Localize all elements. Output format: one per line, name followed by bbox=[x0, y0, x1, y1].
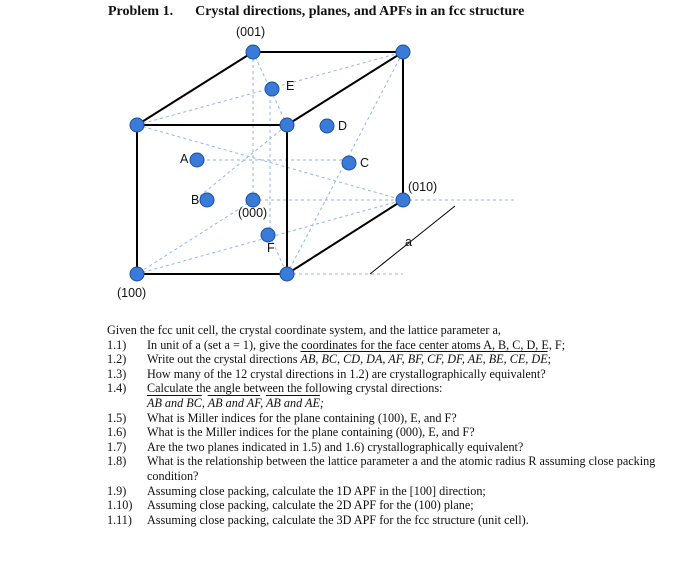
label-B: B bbox=[191, 193, 200, 207]
question-1-10 bbox=[107, 498, 697, 513]
question-body: Assuming close packing, calculate the 1D APF in the [100] direction; bbox=[147, 483, 486, 498]
direction-pair-1: AB and BC bbox=[147, 395, 202, 410]
question-body bbox=[147, 381, 697, 410]
corner-atom bbox=[280, 118, 294, 132]
question-1-6 bbox=[107, 425, 697, 440]
label-A: A bbox=[180, 152, 189, 166]
question-body: What is the Miller indices for the plane containing (000), E, and F? bbox=[147, 425, 475, 440]
question-prefix: Write out the crystal directions bbox=[147, 352, 298, 367]
corner-atom bbox=[130, 118, 144, 132]
label-a: a bbox=[405, 235, 412, 249]
question-1-1 bbox=[107, 338, 697, 353]
question-1-9 bbox=[107, 484, 697, 499]
problem-title: Crystal directions, planes, and APFs in an fcc structure bbox=[195, 4, 525, 19]
problem-number: Problem 1. bbox=[108, 4, 174, 19]
label-100: (100) bbox=[117, 286, 147, 300]
edge-top-right bbox=[287, 52, 403, 125]
question-number: 1.9) bbox=[107, 483, 127, 498]
hidden-edge-origin-100 bbox=[137, 200, 253, 274]
question-body: Assuming close packing, calculate the 2D APF for the (100) plane; bbox=[147, 498, 474, 513]
face-atom-A bbox=[190, 153, 204, 167]
question-number: 1.7) bbox=[107, 439, 127, 454]
question-body: Are the two planes indicated in 1.5) and 1.6) crystallographically equivalent? bbox=[147, 439, 524, 454]
question-body: What is the relationship between the lattice parameter a and the atomic radius R assuming close packing condition? bbox=[147, 454, 656, 483]
question-1-2 bbox=[107, 352, 697, 367]
question-1-7 bbox=[107, 440, 697, 455]
question-number: 1.8) bbox=[107, 454, 127, 469]
direction-pairs: AB and BC, AB and AF, AB and AE; bbox=[147, 395, 324, 410]
face-atom-C bbox=[342, 156, 356, 170]
question-body: What is Miller indices for the plane containing (100), E, and F? bbox=[147, 410, 457, 425]
question-suffix: ; bbox=[547, 352, 552, 367]
direction-pair-3: AB and AE bbox=[265, 395, 320, 410]
face-atom-E bbox=[265, 82, 279, 96]
question-number: 1.6) bbox=[107, 425, 127, 440]
direction-pair-2: AB and AF bbox=[207, 395, 261, 410]
label-000: (000) bbox=[238, 206, 268, 220]
origin-atom bbox=[246, 193, 260, 207]
intro-text: Given the fcc unit cell, the crystal coordinate system, and the lattice parameter a, bbox=[107, 323, 501, 337]
corner-atom bbox=[280, 267, 294, 281]
question-1-8 bbox=[107, 454, 697, 483]
question-body bbox=[147, 352, 697, 367]
direction-list: AB, BC, CD, DA, AF, BF, CF, DF, AE, BE, CE, DE bbox=[300, 352, 548, 367]
label-F: F bbox=[267, 241, 275, 255]
question-number: 1.5) bbox=[107, 410, 127, 425]
question-number: 1.4) bbox=[107, 381, 127, 396]
question-body: Assuming close packing, calculate the 3D APF for the fcc structure (unit cell). bbox=[147, 512, 529, 527]
label-010: (010) bbox=[408, 180, 438, 194]
label-D: D bbox=[338, 119, 348, 133]
lattice-parameter-arrow bbox=[370, 206, 455, 274]
question-1-4 bbox=[107, 381, 697, 410]
question-body: In unit of a (set a = 1), give the coordinates for the face center atoms A, B, C, D, E, F; bbox=[147, 337, 566, 352]
corner-atom bbox=[396, 45, 410, 59]
question-text-line: Calculate the angle between the following crystal directions: bbox=[147, 381, 443, 396]
face-atom-B bbox=[200, 193, 214, 207]
edge-top-left bbox=[137, 52, 253, 125]
question-number: 1.11) bbox=[107, 512, 132, 527]
corner-atom bbox=[396, 193, 410, 207]
question-text bbox=[107, 323, 697, 527]
question-body: How many of the 12 crystal directions in 1.2) are crystallographically equivalent? bbox=[147, 366, 546, 381]
label-001: (001) bbox=[236, 25, 266, 39]
label-E: E bbox=[286, 79, 295, 93]
question-number: 1.2) bbox=[107, 352, 127, 367]
corner-atom bbox=[130, 267, 144, 281]
diagonal-B bbox=[195, 125, 287, 200]
question-1-11 bbox=[107, 513, 697, 528]
face-atom-D bbox=[320, 119, 334, 133]
corner-atom bbox=[246, 45, 260, 59]
edge-bottom-right bbox=[287, 200, 403, 274]
question-number: 1.10) bbox=[107, 498, 133, 513]
label-C: C bbox=[360, 156, 370, 170]
face-atom-F bbox=[261, 228, 275, 242]
question-number: 1.3) bbox=[107, 366, 127, 381]
question-number: 1.1) bbox=[107, 337, 127, 352]
question-1-3 bbox=[107, 367, 697, 382]
question-1-5 bbox=[107, 411, 697, 426]
